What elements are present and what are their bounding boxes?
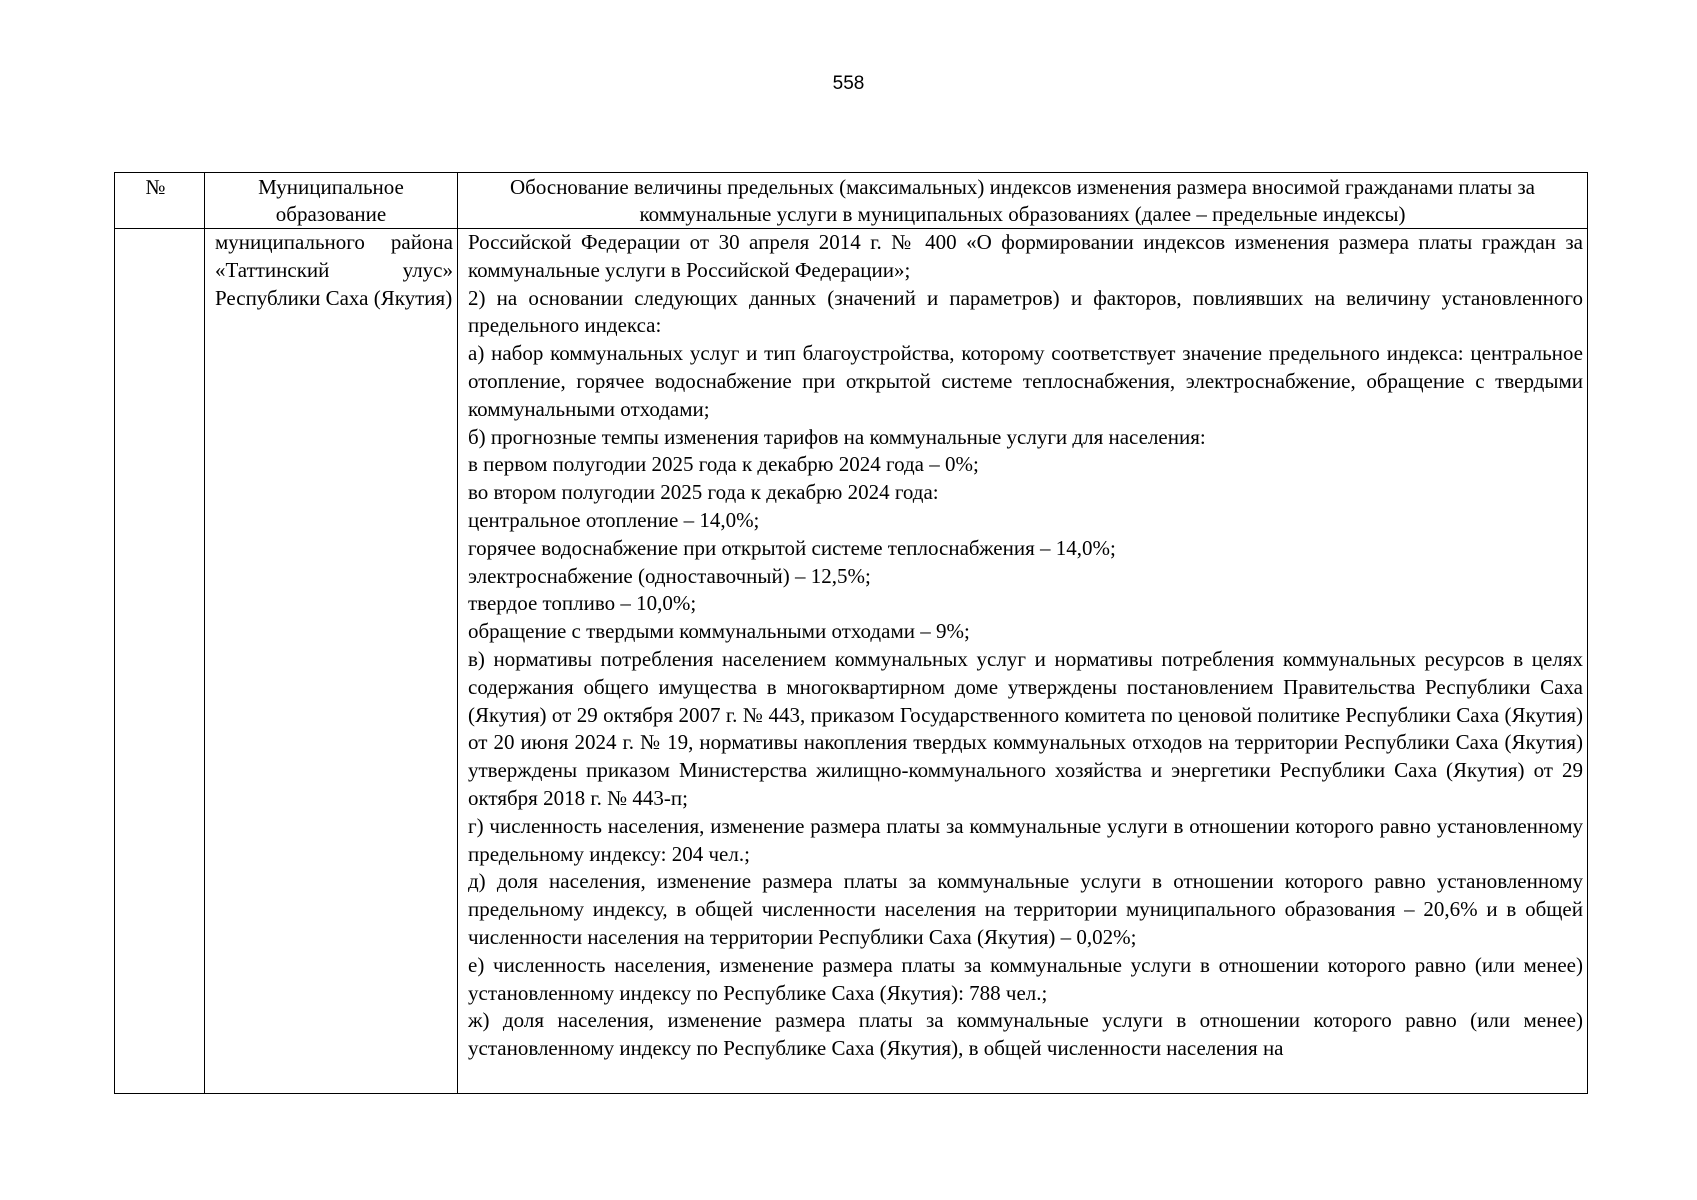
paragraph-solid-fuel: твердое топливо – 10,0%; [468,591,697,616]
paragraph-item-d: д) доля населения, изменение размера платы за коммунальные услуги в отношении которого равно установленному предельному индексу, в общей численности населения на территории муниципального образования – 20,6% и в общей численности населения на территории Республики Саха (Якутия) – 0,02%; [468,869,1583,949]
paragraph-second-half: во втором полугодии 2025 года к декабрю 2024 года: [468,480,939,505]
justification-cell [458,229,1588,1094]
justification-table [114,172,1588,1094]
paragraph-continuation: Российской Федерации от 30 апреля 2014 г. № 400 «О формировании индексов изменения размера платы граждан за коммунальные услуги в Российской Федерации»; [468,230,1583,282]
paragraph-first-half: в первом полугодии 2025 года к декабрю 2024 года – 0%; [468,452,979,477]
row-number-cell [115,229,205,1094]
paragraph-item-a: а) набор коммунальных услуг и тип благоустройства, которому соответствует значение предельного индекса: центральное отопление, горячее водоснабжение при открытой системе теплоснабжения, электроснабжение, обращение с твердыми коммунальными отходами; [468,341,1583,421]
paragraph-item-b: б) прогнозные темпы изменения тарифов на коммунальные услуги для населения: [468,424,1206,449]
paragraph-item-e: е) численность населения, изменение размера платы за коммунальные услуги в отношении которого равно (или менее) установленному индексу по Республике Саха (Якутия): 788 чел.; [468,952,1583,1005]
page-number: 558 [832,73,865,94]
table-row [115,229,1588,1094]
paragraph-hot-water: горячее водоснабжение при открытой системе теплоснабжения – 14,0%; [468,535,1116,560]
paragraph-item-2: 2) на основании следующих данных (значений и параметров) и факторов, повлиявших на величину установленного предельного индекса: [468,285,1583,338]
paragraph-item-zh: ж) доля населения, изменение размера платы за коммунальные услуги в отношении которого равно (или менее) установленному индексу по Республике Саха (Якутия), в общей численности населения на [468,1008,1583,1061]
paragraph-item-v: в) нормативы потребления населением коммунальных услуг и нормативы потребления коммунальных ресурсов в целях содержания общего имущества в многоквартирном доме утверждены постановлением Правительства Республики Саха (Якутия) от 29 октября 2007 г. № 443, приказом Государственного комитета по ценовой политике Республики Саха (Якутия) от 20 июня 2024 г. № 19, нормативы накопления твердых коммунальных отходов на территории Республики Саха (Якутия) утверждены приказом Министерства жилищно-коммунального хозяйства и энергетики Республики Саха (Якутия) от 29 октября 2018 г. № 443-п; [468,646,1583,810]
header-municipality: Муниципальное образование [205,173,458,229]
paragraph-electricity: электроснабжение (одноставочный) – 12,5%; [468,563,871,588]
municipality-cell: муниципального района «Таттинский улус» Республики Саха (Якутия) [205,229,458,1094]
header-justification: Обоснование величины предельных (максимальных) индексов изменения размера вносимой гражданами платы за коммунальные услуги в муниципальных образованиях (далее – предельные индексы) [458,173,1588,229]
paragraph-waste: обращение с твердыми коммунальными отходами – 9%; [468,619,970,644]
paragraph-item-g: г) численность населения, изменение размера платы за коммунальные услуги в отношении которого равно установленному предельному индексу: 204 чел.; [468,813,1583,866]
header-number: № [115,173,205,229]
paragraph-heating: центральное отопление – 14,0%; [468,507,760,532]
table-header-row [115,173,1588,229]
